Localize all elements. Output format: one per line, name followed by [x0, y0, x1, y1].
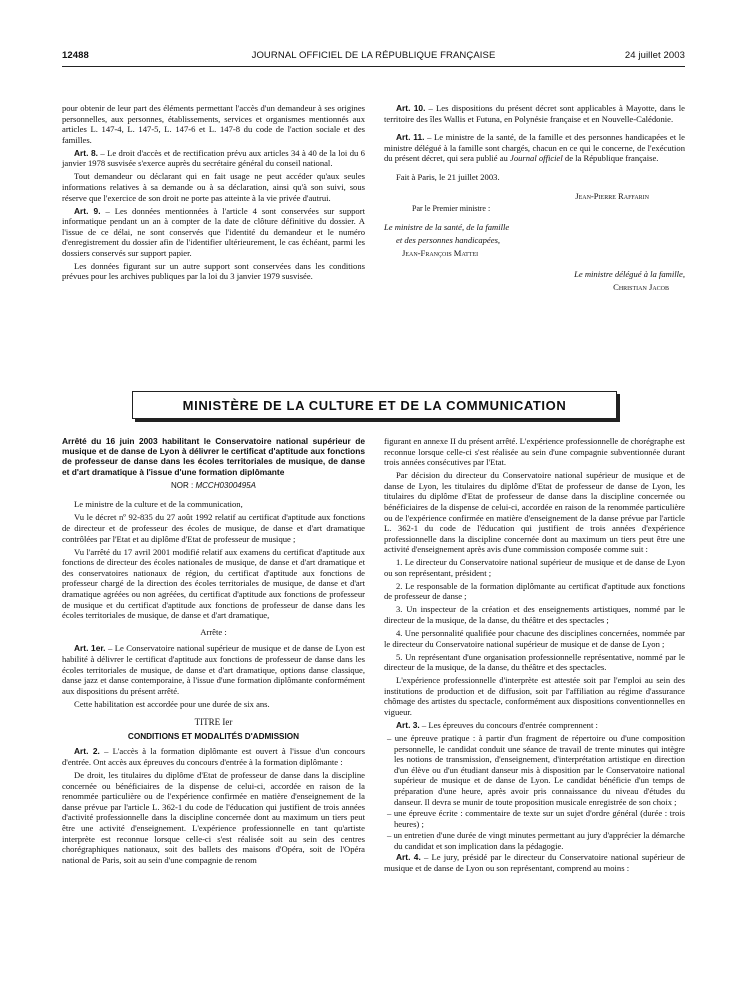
article-label: Art. 2. [74, 746, 100, 757]
issue-date: 24 juillet 2003 [624, 50, 685, 61]
article-text: – Le jury, présidé par le directeur du Conservatoire national supérieur de musique et de danse de Lyon ou son représentant, comprend au moins : [384, 852, 685, 874]
list-item: 5. Un représentant d'une organisation professionnelle représentative, nommé par le directeur de la musique, de la danse, du théâtre et des spectacles. [384, 651, 685, 673]
nor-label: NOR : [171, 480, 196, 490]
list-item: – un entretien d'une durée de vingt minutes permettant au jury d'apprécier la démarche du candidat et son implication dans la pédagogie. [387, 830, 685, 851]
header-rule [62, 66, 685, 67]
paragraph: Tout demandeur ou déclarant qui en fait usage ne peut accéder qu'aux seules informations relatives à sa demande ou à sa déclaration, ainsi qu'à son suivi, sous réserve que l'exercice de son droit ne porte pas atteinte à la vie privée d'autrui. [62, 171, 365, 203]
article-11 [384, 132, 685, 164]
minister-title: Le ministre de la santé, de la famille [384, 222, 510, 233]
nor-reference [62, 481, 365, 492]
nor-code: MCCH0300495A [195, 480, 256, 490]
article-text: de la République française. [562, 153, 659, 164]
paragraph: figurant en annexe II du présent arrêté. L'expérience professionnelle de chorégraphe est reconnue lorsque celle-ci s'est réalisée au sein d'une compagnie subventionnée durant trois années consécutives par l'Etat. [384, 436, 685, 468]
signatory-minister: Christian Jacob [613, 281, 669, 292]
arrete-title: Arrêté du 16 juin 2003 habilitant le Conservatoire national supérieur de musique et de danse de Lyon à délivrer le certificat d'aptitude aux fonctions de professeur de danse dans les écoles territoriales de musique, de danse et d'art dramatique à l'issue d'une formation diplômante [62, 436, 365, 477]
arrete-word: Arrête : [200, 626, 227, 637]
article-text: – Les dispositions du présent décret sont applicables à Mayotte, dans le territoire des îles Wallis et Futuna, en Polynésie française et en Nouvelle-Calédonie. [384, 103, 685, 124]
paragraph: Cette habilitation est accordée pour une durée de six ans. [74, 698, 270, 709]
list-item: 4. Une personnalité qualifiée pour chacune des disciplines concernées, nommée par le directeur du Conservatoire national supérieur de musique et de danse de Lyon ; [384, 628, 685, 649]
arrete-left-column [62, 436, 365, 868]
article-8 [62, 148, 365, 169]
article-text: – Le Conservatoire national supérieur de musique et de danse de Lyon est habilité à délivrer le certificat d'aptitude aux fonctions de professeur de danse dans les écoles territoriales de musique, de danse et d'art dramatique, options danse classique, danse jazz et danse contemporaine, à l'issue d'une formation diplômante conformément aux dispositions du présent arrêté. [62, 643, 365, 696]
article-1 [62, 643, 365, 696]
journal-title: JOURNAL OFFICIEL DE LA RÉPUBLIQUE FRANÇAISE [251, 50, 496, 61]
article-label: Art. 1er. [74, 643, 106, 654]
list-item: 1. Le directeur du Conservatoire national supérieur de musique et de danse de Lyon ou son représentant, président ; [384, 557, 685, 578]
journal-reference: Journal officiel [510, 153, 563, 164]
arrete-right-column [384, 436, 685, 876]
paragraph: Par décision du directeur du Conservatoire national supérieur de musique et de danse de Lyon, les titulaires du diplôme d'Etat de professeur de danse de Lyon, les titulaires du diplôme d'Etat de professeur de danse dans la discipline concernée ou bénéficiaires de la dispense de celui-ci, accordée en raison de la renommée particulière ou de l'expérience confirmée en matière d'enseignement de la danse prévue par l'article L. 362-1 du code de l'éducation qui justifient de trois années d'expérience professionnelle dans la discipline concernée dont au maximum un tiers peut être une activité d'enseignement après avis d'une commission composée comme suit : [384, 470, 685, 555]
paragraph: pour obtenir de leur part des éléments permettant l'accès d'un demandeur à ses origines personnelles, aux personnes, établissements, services et organismes mentionnés aux articles L. 147-4, L. 147-5, L. 147-6 et L. 147-8 du code de l'action sociale et des familles. [62, 103, 365, 145]
list-item: 3. Un inspecteur de la création et des enseignements artistiques, nommé par le directeur de la musique, de la danse, du théâtre et des spectacles ; [384, 604, 685, 626]
article-label: Art. 8. [74, 147, 98, 158]
signatory-line: Par le Premier ministre : [412, 203, 491, 213]
list-item: 2. Le responsable de la formation diplômante au certificat d'aptitude aux fonctions de professeur de danse ; [384, 580, 685, 602]
list-item: – une épreuve écrite : commentaire de texte sur un sujet d'ordre général (durée : trois heures) ; [387, 808, 685, 829]
top-left-column [62, 103, 365, 284]
list-item: – une épreuve pratique : à partir d'un fragment de répertoire ou d'une composition personnelle, le candidat conduit une séance de travail de trente minutes qui intègre les notions de transmission, d'enseignement, d'interprétation artistique en direction d'un élève ou d'un étudiant danseur mis à disposition par le Conservatoire national supérieur de musique et de danse de Lyon. Le candidat bénéficie d'un temps de préparation d'une heure, après avoir pris connaissance du niveau d'études du danseur. Il devra se munir de toute proposition musicale enregistrée de son choix ; [387, 732, 685, 807]
titre-heading: TITRE Ier [194, 717, 233, 728]
paragraph: De droit, les titulaires du diplôme d'Etat de professeur de danse dans la discipline concernée ou bénéficiaires de la dispense de celui-ci, accordée en raison de la renommée particulière ou de l'expérience confirmée en matière d'enseignement de la danse prévue par l'article L. 362-1 du code de l'éducation qui justifient de trois années d'activité professionnelle dans la discipline concernée dont au maximum un tiers peut être une activité d'enseignement. L'expérience professionnelle en tant qu'artiste interprète est reconnue lorsque celle-ci s'est réalisée soit au sein des centres chorégraphiques nationaux, soit des ballets des maisons d'Opéra, soit de l'Opéra national de Paris, soit au sein d'une compagnie de renom [62, 770, 365, 865]
article-text: – L'accès à la formation diplômante est ouvert à l'issue d'un concours d'entrée. Ont accès aux épreuves du concours d'entrée à la formation diplômante : [62, 746, 365, 768]
section-heading: CONDITIONS ET MODALITÉS D'ADMISSION [127, 731, 300, 741]
article-label: Art. 9. [74, 205, 101, 216]
signature-date: Fait à Paris, le 21 juillet 2003. [396, 171, 500, 182]
article-10 [384, 103, 685, 124]
article-label: Art. 11. [396, 132, 425, 143]
ministry-banner: MINISTÈRE DE LA CULTURE ET DE LA COMMUNICATION [132, 391, 617, 419]
running-header [62, 50, 685, 66]
article-3 [384, 720, 685, 731]
signatory-minister: Jean-François Mattei [402, 248, 479, 259]
article-9 [62, 206, 365, 259]
article-4 [384, 852, 685, 873]
paragraph: Le ministre de la culture et de la communication, [74, 499, 243, 510]
article-text: – Le ministre de la santé, de la famille et des personnes handicapées et le ministre délégué à la famille sont chargés, chacun en ce qui le concerne, de l'exécution du présent décret, qui sera publié au [384, 132, 685, 164]
page-number: 12488 [62, 50, 89, 61]
article-label: Art. 3. [396, 719, 420, 730]
article-2 [62, 746, 365, 767]
signatory-prime-minister: Jean-Pierre Raffarin [575, 190, 649, 201]
article-text: – Les épreuves du concours d'entrée comprennent : [419, 719, 598, 730]
paragraph: Vu le décret nº 92-835 du 27 août 1992 relatif au certificat d'aptitude aux fonctions de directeur et de professeur des écoles de musique, de danse et d'art dramatique contrôlées par l'Etat et au diplôme d'Etat de professeur de musique ; [62, 512, 365, 544]
top-right-column [384, 103, 685, 295]
paragraph: Les données figurant sur un autre support sont conservées dans les conditions prévues pour les archives publiques par la loi du 3 janvier 1979 susvisée. [62, 260, 365, 282]
paragraph: L'expérience professionnelle d'interprète est attestée soit par l'emploi au sein des institutions de production et de diffusion, soit par l'affiliation au régime d'assurance chômage des artistes du spectacle, conformément aux dispositions conventionnelles en vigueur. [384, 675, 685, 717]
article-text: – Le droit d'accès et de rectification prévu aux articles 34 à 40 de la loi du 6 janvier 1978 susvisée s'exerce auprès du secrétaire général du conseil national. [62, 147, 365, 169]
minister-title: et des personnes handicapées, [396, 235, 501, 246]
article-label: Art. 10. [396, 103, 426, 113]
article-label: Art. 4. [396, 852, 421, 863]
paragraph: Vu l'arrêté du 17 avril 2001 modifié relatif aux examens du certificat d'aptitude aux fonctions de directeur des écoles nationales de musique, de danse et d'art dramatique et des conservatoires nationaux de région, du certificat d'aptitude aux fonctions de professeur chargé de la direction des écoles territoriales de musique, de danse et d'art dramatique agréées ou non agréées, du certificat d'aptitude aux fonctions de professeur de musique et du certificat d'aptitude aux fonctions de professeur de danse dans les écoles territoriales de musique, de danse et d'art dramatique, [62, 546, 365, 621]
minister-title: Le ministre délégué à la famille, [574, 268, 685, 279]
article-text: – Les données mentionnées à l'article 4 sont conservées sur support informatique pendant un an à compter de la date de clôture définitive du dossier. A l'issue de ce délai, ne sont conservés que l'identité du demandeur et le numéro d'enregistrement du dossier afin de l'identifier ultérieurement, le cas échéant, parmi les dossiers conservés sur support papier. [62, 205, 365, 258]
epreuves-list [384, 733, 685, 852]
